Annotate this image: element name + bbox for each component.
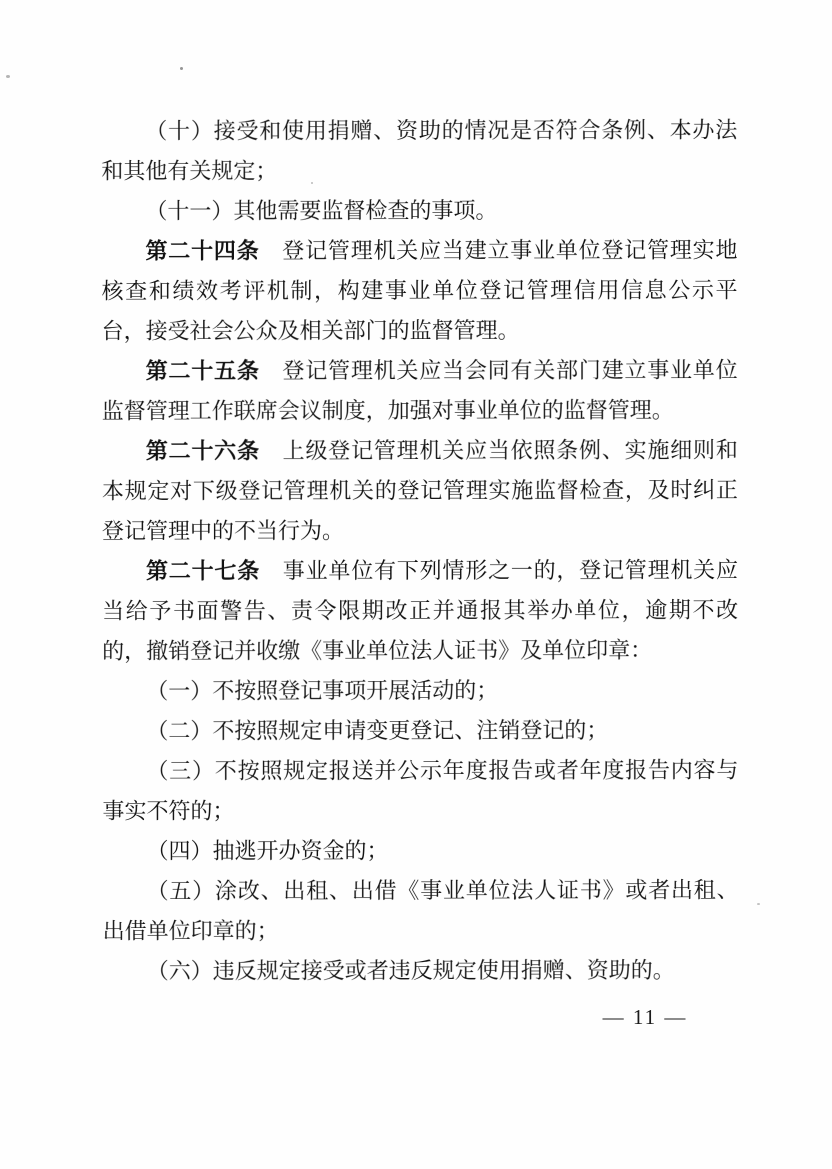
text-segment: 登记管理中的不当行为。: [101, 518, 345, 544]
text-line: [102, 590, 738, 631]
article-number-bold: 第二十七条: [146, 558, 261, 584]
text-segment: 和其他有关规定；: [101, 158, 278, 184]
text-segment: （十）接受和使用捐赠、资助的情况是否符合条例、本办法: [145, 117, 738, 144]
paragraph: [101, 110, 737, 191]
text-line: [102, 270, 738, 311]
text-segment: 台，接受社会公众及相关部门的监督管理。: [101, 317, 520, 344]
text-line: [102, 350, 738, 391]
text-line: [102, 710, 738, 751]
paragraph: [101, 190, 737, 231]
text-line: [103, 910, 739, 951]
paragraph: [102, 830, 738, 871]
text-line: [103, 950, 739, 991]
text-line: [102, 550, 738, 591]
page-number: — 11 —: [602, 1005, 688, 1029]
text-segment: 核查和绩效考评机制，构建事业单位登记管理信用信息公示平: [101, 277, 738, 304]
text-segment: （四）抽逃开办资金的；: [146, 838, 389, 864]
text-line: [102, 470, 738, 511]
article-number-bold: 第二十五条: [145, 358, 260, 384]
paragraph: [101, 230, 737, 351]
text-segment: 事业单位有下列情形之一的，登记管理机关应: [260, 557, 739, 584]
text-segment: （五）涂改、出租、出借《事业单位法人证书》或者出租、: [146, 877, 739, 904]
text-segment: （三）不按照规定报送并公示年度报告或者年度报告内容与: [146, 757, 739, 784]
text-line: [101, 150, 737, 191]
article-number-bold: 第二十四条: [145, 238, 260, 264]
text-segment: 登记管理机关应当建立事业单位登记管理实地: [259, 237, 738, 264]
paragraph: [102, 750, 738, 831]
scan-speck: [6, 75, 10, 78]
scan-speck: [180, 67, 183, 70]
article-number-bold: 第二十六条: [145, 438, 260, 464]
text-segment: 本规定对下级登记管理机关的登记管理实施监督检查，及时纠正: [101, 477, 738, 504]
text-segment: （二）不按照规定申请变更登记、注销登记的；: [146, 717, 609, 744]
paragraph: [102, 430, 738, 551]
text-segment: 监督管理工作联席会议制度，加强对事业单位的监督管理。: [101, 397, 674, 424]
paragraph: [103, 870, 739, 951]
paragraph: [102, 550, 738, 671]
paragraph: [103, 950, 739, 991]
text-line: [102, 830, 738, 871]
text-segment: 事实不符的；: [102, 798, 235, 824]
text-line: [102, 430, 738, 471]
text-segment: （六）违反规定接受或者违反规定使用捐赠、资助的。: [146, 957, 675, 984]
text-line: [102, 390, 738, 431]
text-line: [102, 750, 738, 791]
text-line: [101, 230, 737, 271]
text-segment: （一）不按照登记事项开展活动的；: [146, 677, 499, 704]
paragraph: [102, 670, 738, 711]
document-body: [101, 110, 739, 991]
paragraph: [102, 710, 738, 751]
text-segment: 当给予书面警告、责令限期改正并通报其举办单位，逾期不改: [102, 597, 739, 624]
text-segment: 登记管理机关应当会同有关部门建立事业单位: [259, 357, 738, 384]
text-segment: 出借单位印章的；: [102, 918, 279, 944]
text-line: [102, 510, 738, 551]
text-line: [103, 870, 739, 911]
text-line: [102, 790, 738, 831]
text-segment: 的，撤销登记并收缴《事业单位法人证书》及单位印章：: [102, 637, 653, 664]
text-segment: （十一）其他需要监督检查的事项。: [145, 197, 498, 224]
paragraph: [102, 350, 738, 431]
scan-speck: [757, 903, 760, 905]
text-segment: 上级登记管理机关应当依照条例、实施细则和: [259, 437, 738, 464]
text-line: [101, 190, 737, 231]
text-line: [102, 630, 738, 671]
text-line: [101, 110, 737, 151]
text-line: [102, 310, 738, 351]
text-line: [102, 670, 738, 711]
